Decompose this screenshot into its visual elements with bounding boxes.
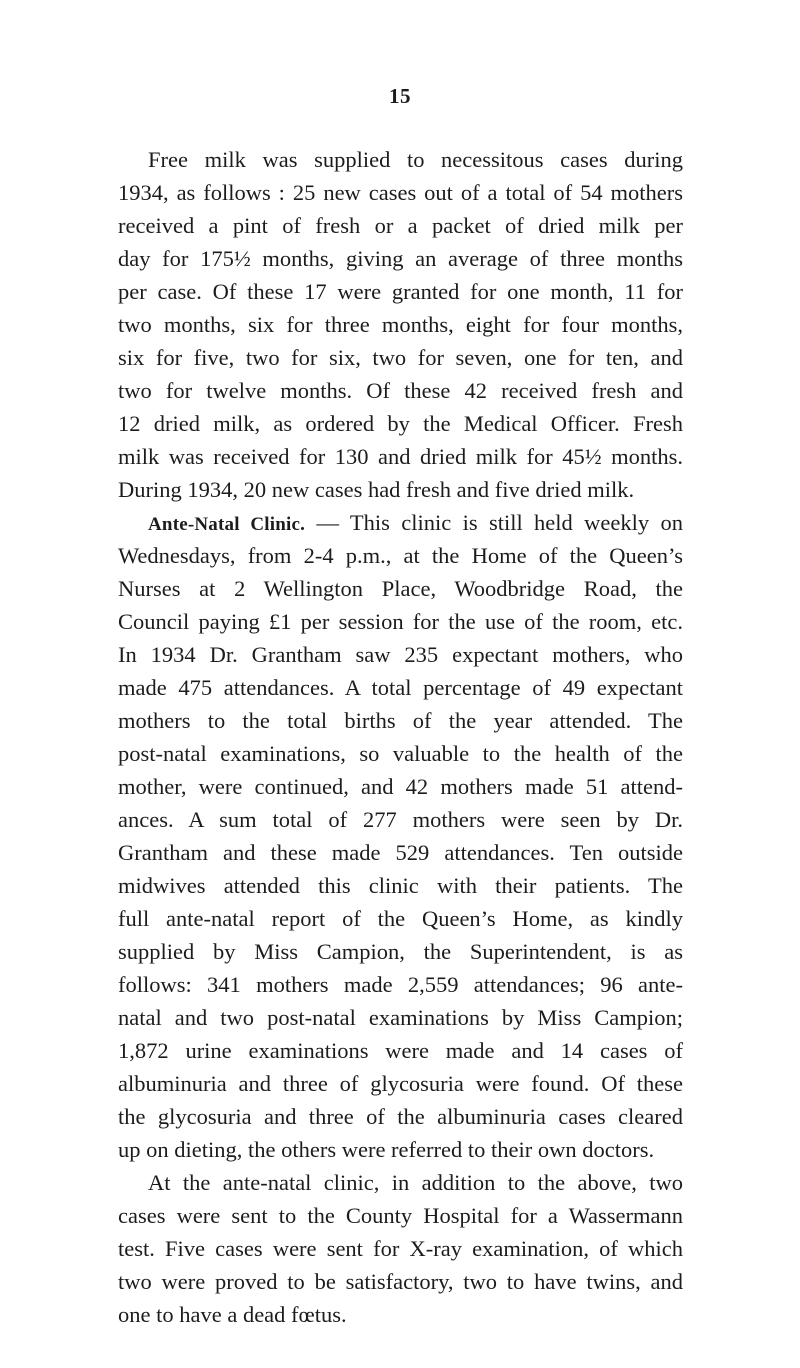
text-line: Nurses at 2 Wellington Place, Woodbridge Road, the: [118, 576, 683, 601]
text-line: [118, 506, 683, 539]
text-line: In 1934 Dr. Grantham saw 235 expectant mothers, who: [118, 642, 683, 667]
text-line-continuation: — This clinic is still held weekly on: [305, 510, 683, 535]
text-line: test. Five cases were sent for X-ray examination, of which: [118, 1236, 683, 1261]
text-line: made 475 attendances. A total percentage of 49 expectant: [118, 675, 683, 700]
text-line: natal and two post-natal examinations by Miss Campion;: [118, 1005, 683, 1030]
text-line: Grantham and these made 529 attendances. Ten outside: [118, 840, 683, 865]
text-line: ances. A sum total of 277 mothers were seen by Dr.: [118, 807, 683, 832]
text-line: 12 dried milk, as ordered by the Medical Officer. Fresh: [118, 411, 683, 436]
page-number: 15: [389, 84, 411, 108]
paragraph-ante-natal-clinic: [118, 506, 683, 1166]
text-line: up on dieting, the others were referred to their own doctors.: [118, 1137, 655, 1162]
text-line: 1934, as follows : 25 new cases out of a total of 54 mothers: [118, 180, 683, 205]
text-line: albuminuria and three of glycosuria were found. Of these: [118, 1071, 683, 1096]
text-line: milk was received for 130 and dried milk for 45½ months.: [118, 444, 683, 469]
text-line: mothers to the total births of the year attended. The: [118, 708, 683, 733]
text-line: received a pint of fresh or a packet of dried milk per: [118, 213, 683, 238]
text-line: two for twelve months. Of these 42 received fresh and: [118, 378, 683, 403]
text-line: two were proved to be satisfactory, two to have twins, and: [118, 1269, 683, 1294]
text-line: six for five, two for six, two for seven, one for ten, and: [118, 345, 683, 370]
text-line: day for 175½ months, giving an average of three months: [118, 246, 683, 271]
text-line: one to have a dead fœtus.: [118, 1302, 347, 1327]
text-line: two months, six for three months, eight for four months,: [118, 312, 683, 337]
text-line: During 1934, 20 new cases had fresh and five dried milk.: [118, 477, 635, 502]
text-line: the glycosuria and three of the albuminuria cases cleared: [118, 1104, 683, 1129]
text-line: per case. Of these 17 were granted for one month, 11 for: [118, 279, 683, 304]
text-line: At the ante-natal clinic, in addition to the above, two: [148, 1170, 683, 1195]
section-heading: Ante-Natal Clinic.: [148, 514, 306, 535]
text-line: midwives attended this clinic with their patients. The: [118, 873, 683, 898]
text-line: cases were sent to the County Hospital for a Wassermann: [118, 1203, 683, 1228]
text-line: full ante-natal report of the Queen’s Home, as kindly: [118, 906, 683, 931]
text-line: supplied by Miss Campion, the Superintendent, is as: [118, 939, 683, 964]
text-line: Wednesdays, from 2-4 p.m., at the Home of the Queen’s: [118, 543, 683, 568]
text-line: mother, were continued, and 42 mothers made 51 attend-: [118, 774, 683, 799]
text-line: follows: 341 mothers made 2,559 attendances; 96 ante-: [118, 972, 683, 997]
paragraph-additional-cases: [118, 1166, 683, 1331]
text-line: Council paying £1 per session for the use of the room, etc.: [118, 609, 683, 634]
text-line: 1,872 urine examinations were made and 14 cases of: [118, 1038, 683, 1063]
text-line: post-natal examinations, so valuable to the health of the: [118, 741, 683, 766]
paragraph-free-milk: [118, 143, 683, 506]
text-line: Free milk was supplied to necessitous cases during: [148, 147, 683, 172]
